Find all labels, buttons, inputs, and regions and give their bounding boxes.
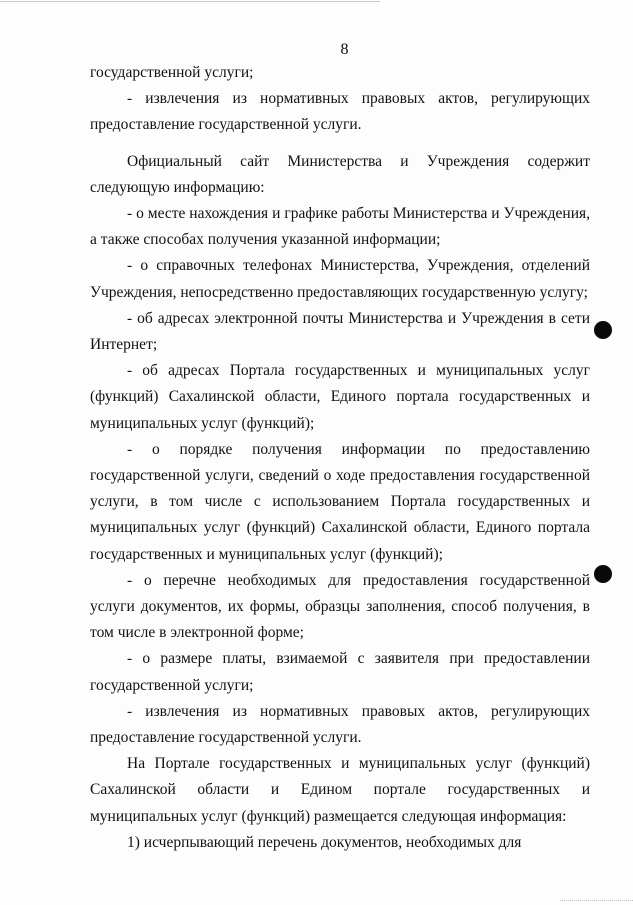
document-body <box>90 60 590 856</box>
paragraph-1: государственной услуги; <box>90 64 254 81</box>
punch-hole-icon <box>594 321 612 339</box>
paragraph-5: - о справочных телефонах Министерства, Учреждения, отделений Учреждения, непосредственно предоставляющих государственную услугу; <box>90 257 590 301</box>
paragraph-2: - извлечения из нормативных правовых актов, регулирующих предоставление государственной услуги. <box>90 90 590 134</box>
paragraph-7: - об адресах Портала государственных и муниципальных услуг (функций) Сахалинской области, Единого портала государственных и муниципальных услуг (функций); <box>90 362 590 432</box>
paragraph-11: - извлечения из нормативных правовых актов, регулирующих предоставление государственной услуги. <box>90 702 590 747</box>
top-border-line <box>0 1 380 2</box>
paragraph-3: Официальный сайт Министерства и Учреждения содержит следующую информацию: <box>90 152 590 196</box>
paragraph-13: 1) исчерпывающий перечень документов, необходимых для <box>127 833 522 851</box>
page-number: 8 <box>340 41 349 58</box>
paragraph-4: - о месте нахождения и графике работы Министерства и Учреждения, а также способах получения указанной информации; <box>90 205 590 249</box>
punch-hole-icon <box>594 565 612 583</box>
paragraph-6: - об адресах электронной почты Министерства и Учреждения в сети Интернет; <box>90 309 590 354</box>
paragraph-12: На Портале государственных и муниципальных услуг (функций) Сахалинской области и Едином портале государственных и муниципальных услуг (функций) размещается следующая информация: <box>90 755 590 825</box>
paragraph-9: - о перечне необходимых для предоставления государственной услуги документов, их формы, образцы заполнения, способ получения, в том числе в электронной форме; <box>90 571 590 642</box>
paragraph-8: - о порядке получения информации по предоставлению государственной услуги, сведений о ходе предоставления государственной услуги, в том числе с использованием Портала государственных и муниципальных услуг (функций) Сахалинской области, Единого портала государственных и муниципальных услуг (функций); <box>90 440 590 563</box>
paragraph-10: - о размере платы, взимаемой с заявителя при предоставлении государственной услуги; <box>90 650 590 694</box>
bottom-border-line <box>560 900 633 901</box>
